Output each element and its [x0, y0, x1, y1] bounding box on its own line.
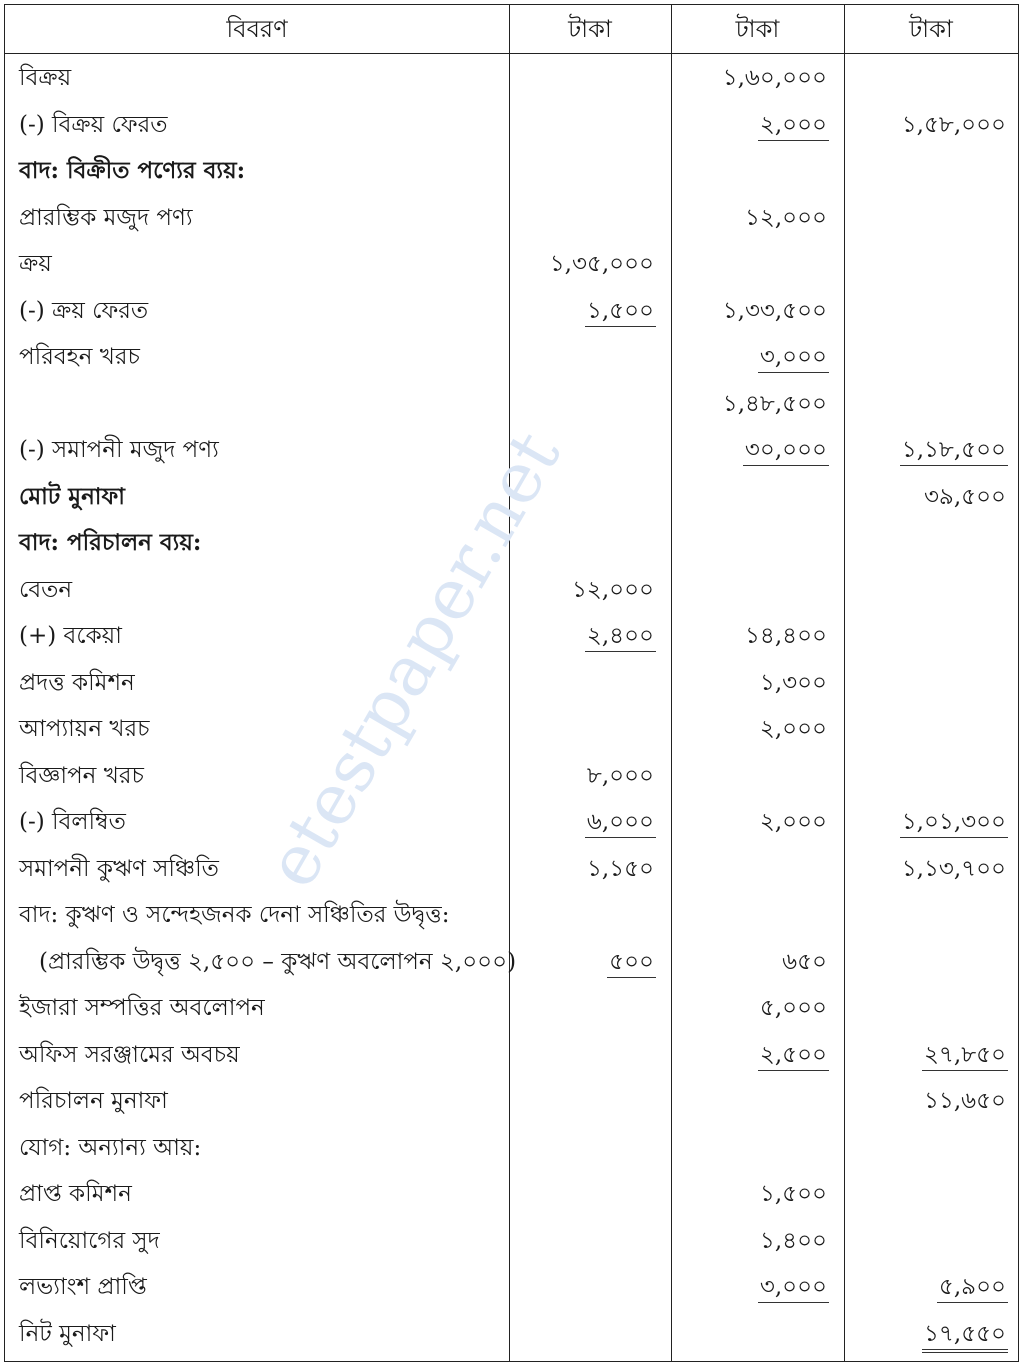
header-amount-2: টাকা — [735, 15, 780, 43]
amount-value: ২,৪০০ — [585, 621, 656, 652]
amount-value: ১,৫৮,০০০ — [901, 111, 1006, 138]
amount-cell — [673, 520, 829, 567]
table-row — [5, 1311, 1018, 1358]
row-description: বাদ: বিক্রীত পণ্যের ব্যয়: — [19, 157, 246, 184]
amount-cell — [673, 567, 829, 614]
amount-cell — [511, 474, 656, 521]
amount-value: ১,১৫০ — [586, 855, 654, 882]
amount-cell — [511, 195, 656, 242]
amount-cell — [511, 1218, 656, 1265]
amount-cell — [846, 939, 1008, 986]
amount-value: ১,৪৮,৫০০ — [722, 390, 827, 417]
row-description: বাদ: পরিচালন ব্যয়: — [19, 529, 202, 556]
table-row — [5, 1032, 1018, 1079]
amount-cell — [673, 55, 829, 102]
row-description: প্রাপ্ত কমিশন — [19, 1181, 132, 1207]
amount-cell — [511, 799, 656, 846]
amount-cell — [673, 799, 829, 846]
amount-cell — [511, 1032, 656, 1079]
amount-cell — [673, 241, 829, 288]
amount-cell — [846, 195, 1008, 242]
header-description: বিবরণ — [226, 15, 288, 43]
amount-cell — [511, 1264, 656, 1311]
amount-value: ১৭,৫৫০ — [922, 1319, 1008, 1353]
row-description: লভ্যাংশ প্রাপ্তি — [19, 1274, 147, 1300]
amount-value: ১৪,৪০০ — [745, 623, 827, 649]
table-row — [5, 846, 1018, 893]
amount-cell — [673, 1032, 829, 1079]
table-row — [5, 1218, 1018, 1265]
amount-cell — [511, 1125, 656, 1172]
table-body — [5, 55, 1018, 1357]
watermark: etestpaper.net — [250, 417, 577, 901]
row-description: যোগ: অন্যান্য আয়: — [19, 1134, 202, 1161]
amount-cell — [511, 846, 656, 893]
amount-cell — [673, 148, 829, 195]
amount-value: ১,১৮,৫০০ — [900, 435, 1008, 466]
amount-cell — [511, 706, 656, 753]
amount-cell — [846, 1078, 1008, 1125]
amount-cell — [846, 985, 1008, 1032]
row-description: (-) বিক্রয় ফেরত — [19, 111, 168, 138]
amount-cell — [673, 1218, 829, 1265]
amount-value: ১,৫০০ — [585, 296, 656, 327]
amount-value: ১,৩৫,০০০ — [549, 251, 654, 277]
row-description: পরিচালন মুনাফা — [19, 1088, 168, 1114]
row-description: প্রারম্ভিক মজুদ পণ্য — [19, 204, 193, 231]
amount-cell — [511, 334, 656, 381]
amount-cell — [846, 148, 1008, 195]
row-description: (-) ক্রয় ফেরত — [19, 297, 149, 324]
amount-value: ১২,০০০ — [571, 576, 654, 603]
amount-cell — [673, 846, 829, 893]
amount-cell — [673, 939, 829, 986]
amount-cell — [673, 334, 829, 381]
table-row — [5, 892, 1018, 939]
amount-cell — [846, 55, 1008, 102]
table-row — [5, 288, 1018, 335]
header-amount-3: টাকা — [909, 15, 953, 43]
amount-cell — [511, 567, 656, 614]
amount-cell — [846, 753, 1008, 800]
row-description — [19, 381, 509, 428]
amount-cell — [673, 660, 829, 707]
row-description: আপ্যায়ন খরচ — [19, 716, 150, 742]
amount-value: ৫,০০০ — [759, 995, 827, 1021]
amount-cell — [511, 1311, 656, 1358]
amount-cell — [846, 613, 1008, 660]
amount-cell — [846, 381, 1008, 428]
table-row — [5, 1264, 1018, 1311]
amount-value: ৩৯,৫০০ — [923, 483, 1006, 510]
amount-cell — [846, 288, 1008, 335]
amount-cell — [511, 660, 656, 707]
table-row — [5, 148, 1018, 195]
amount-value: ২,০০০ — [759, 716, 827, 742]
table-row — [5, 1078, 1018, 1125]
amount-cell — [511, 613, 656, 660]
table-row — [5, 1125, 1018, 1172]
amount-cell — [511, 939, 656, 986]
amount-value: ৩০,০০০ — [743, 435, 829, 466]
row-description: (-) বিলম্বিত — [19, 809, 126, 835]
table-row — [5, 381, 1018, 428]
table-row — [5, 474, 1018, 521]
table-row — [5, 102, 1018, 149]
amount-cell — [846, 1171, 1008, 1218]
row-description: ক্রয় — [19, 251, 52, 277]
row-description: নিট মুনাফা — [19, 1320, 116, 1347]
row-description: অফিস সরঞ্জামের অবচয় — [19, 1041, 240, 1068]
amount-cell — [511, 55, 656, 102]
amount-cell — [673, 985, 829, 1032]
row-description: সমাপনী কুঋণ সঞ্চিতি — [19, 855, 219, 882]
amount-cell — [846, 427, 1008, 474]
amount-cell — [673, 288, 829, 335]
amount-value: ৮,০০০ — [586, 762, 654, 789]
amount-cell — [673, 1311, 829, 1358]
amount-value: ৩,০০০ — [758, 342, 829, 373]
amount-value: ১,৩৩,৫০০ — [722, 297, 827, 324]
amount-cell — [673, 613, 829, 660]
amount-cell — [511, 241, 656, 288]
amount-value: ৬৫০ — [782, 948, 827, 975]
row-description: বেতন — [19, 576, 73, 603]
header-divider — [5, 53, 1018, 54]
amount-cell — [511, 1078, 656, 1125]
table-row — [5, 427, 1018, 474]
amount-value: ১,০১,৩০০ — [900, 807, 1008, 838]
amount-cell — [673, 427, 829, 474]
amount-cell — [846, 892, 1008, 939]
row-description: পরিবহন খরচ — [19, 344, 140, 370]
amount-value: ১২,০০০ — [744, 204, 827, 231]
amount-cell — [673, 1171, 829, 1218]
amount-cell — [846, 660, 1008, 707]
amount-cell — [673, 706, 829, 753]
amount-cell — [846, 846, 1008, 893]
amount-cell — [511, 892, 656, 939]
amount-value: ৬,০০০ — [585, 807, 656, 838]
amount-value: ২,০০০ — [758, 110, 829, 141]
amount-cell — [673, 753, 829, 800]
amount-cell — [846, 474, 1008, 521]
amount-value: ৫০০ — [607, 947, 656, 978]
amount-value: ২৭,৮৫০ — [922, 1040, 1008, 1071]
table-row — [5, 799, 1018, 846]
amount-value: ৫,৯০০ — [937, 1272, 1008, 1303]
amount-cell — [511, 1171, 656, 1218]
amount-cell — [673, 1125, 829, 1172]
table-row — [5, 706, 1018, 753]
row-description: বিক্রয় — [19, 65, 72, 91]
row-description: বিনিয়োগের সুদ — [19, 1227, 160, 1254]
table-row — [5, 985, 1018, 1032]
amount-cell — [511, 753, 656, 800]
row-description: (প্রারম্ভিক উদ্বৃত্ত ২,৫০০ – কুঋণ অবলোপন ২,০০০) — [39, 948, 517, 975]
row-description: প্রদত্ত কমিশন — [19, 669, 135, 696]
amount-cell — [846, 799, 1008, 846]
amount-cell — [846, 706, 1008, 753]
table-row — [5, 613, 1018, 660]
amount-cell — [673, 1264, 829, 1311]
amount-cell — [511, 427, 656, 474]
amount-cell — [673, 195, 829, 242]
amount-cell — [846, 567, 1008, 614]
amount-value: ৩,০০০ — [758, 1272, 829, 1303]
table-row — [5, 241, 1018, 288]
amount-cell — [846, 520, 1008, 567]
amount-cell — [846, 1125, 1008, 1172]
amount-value: ১১,৬৫০ — [924, 1088, 1006, 1114]
row-description: বাদ: কুঋণ ও সন্দেহজনক দেনা সঞ্চিতির উদ্বৃত্ত: — [19, 902, 450, 928]
amount-cell — [511, 520, 656, 567]
table-row — [5, 660, 1018, 707]
amount-cell — [673, 1078, 829, 1125]
row-description: বিজ্ঞাপন খরচ — [19, 762, 144, 789]
row-description: ইজারা সম্পত্তির অবলোপন — [19, 995, 265, 1021]
amount-cell — [846, 241, 1008, 288]
amount-value: ১,৩০০ — [759, 669, 827, 696]
amount-value: ২,০০০ — [759, 809, 827, 835]
amount-cell — [511, 288, 656, 335]
table-row — [5, 753, 1018, 800]
table-row — [5, 334, 1018, 381]
table-row — [5, 939, 1018, 986]
amount-cell — [673, 892, 829, 939]
amount-cell — [673, 102, 829, 149]
amount-cell — [846, 1032, 1008, 1079]
amount-cell — [846, 1264, 1008, 1311]
income-statement-table — [4, 4, 1019, 1362]
header-amount-1: টাকা — [568, 15, 612, 43]
row-description: মোট মুনাফা — [19, 482, 125, 510]
table-row — [5, 55, 1018, 102]
amount-cell — [846, 102, 1008, 149]
amount-cell — [673, 474, 829, 521]
amount-cell — [511, 148, 656, 195]
amount-value: ২,৫০০ — [758, 1040, 829, 1071]
row-description: (+) বকেয়া — [19, 623, 122, 649]
amount-cell — [511, 381, 656, 428]
amount-value: ১,৬০,০০০ — [722, 65, 827, 91]
amount-cell — [846, 334, 1008, 381]
amount-cell — [846, 1218, 1008, 1265]
table-row — [5, 520, 1018, 567]
table-row — [5, 567, 1018, 614]
amount-value: ১,৪০০ — [759, 1227, 827, 1254]
amount-cell — [673, 381, 829, 428]
amount-value: ১,১৩,৭০০ — [901, 855, 1006, 882]
table-row — [5, 195, 1018, 242]
amount-cell — [511, 985, 656, 1032]
amount-value: ১,৫০০ — [759, 1181, 827, 1207]
amount-cell — [511, 102, 656, 149]
amount-cell — [846, 1311, 1008, 1358]
row-description: (-) সমাপনী মজুদ পণ্য — [19, 437, 219, 463]
table-row — [5, 1171, 1018, 1218]
